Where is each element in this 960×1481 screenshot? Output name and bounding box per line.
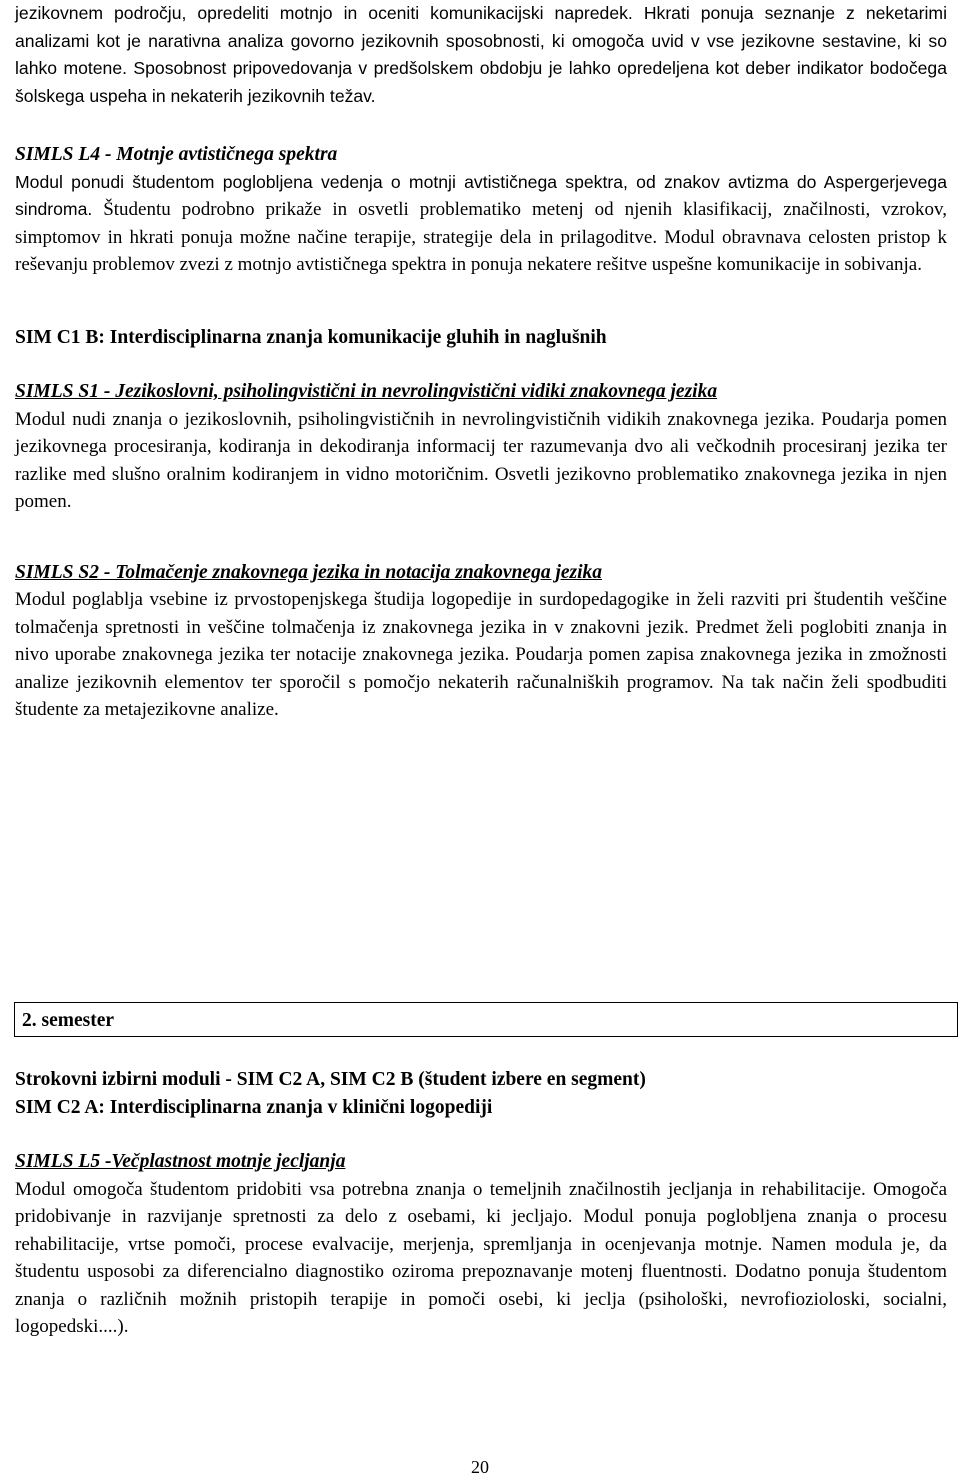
intro-rest: Hkrati ponuja seznanje z neketarimi analizami kot je narativna analiza govorno jezikovnih sposobnosti, ki omogoča uvid v vse jezikovne sestavine, ki so lahko motene. Sposobnost pripovedovanja v predšolskem obdobju je lahko opredeljena kot deber indikator bodočega šolskega uspeha in nekaterih jezikovnih težav.: [15, 3, 947, 106]
semester-box: [14, 1002, 958, 1037]
s1-heading: SIMLS S1 - Jezikoslovni, psiholingvistični in nevrolingvistični vidiki znakovnega jezika: [15, 381, 718, 402]
semester-label: 2. semester: [22, 1010, 115, 1031]
electives-heading: Strokovni izbirni moduli - SIM C2 A, SIM C2 B (študent izbere en segment): [15, 1069, 646, 1090]
s2-paragraph: Modul poglablja vsebine iz prvostopenjskega študija logopedije in surdopedagogike in želi razviti pri študentih veščine tolmačenja spretnosti in veščine tolmačenja iz znakovnega jezika in v znakovni jezik. Predmet želi poglobiti znanja in nivo uporabe znakovnega jezika ter notacije znakovnega jezika. Poudarja pomen zapisa znakovnega jezika in zmožnosti analize jezikovnih elementov ter sporočil s pomočjo nekaterih računalniških programov. Na tak način želi spodbuditi študente za metajezikovne analize.: [15, 589, 947, 720]
l4-heading: SIMLS L4 - Motnje avtističnega spektra: [15, 144, 338, 165]
l4-text2: Študentu podrobno prikaže in osvetli problematiko metenj od njenih klasifikacij, značilnosti, vzrokov, simptomov in hkrati ponuja možne načine terapije, strategije dela in prilagoditve. Modul obravnava celosten pristop k reševanju problemov zvezi z motnjo avtističnega spektra in ponuja nekatere rešitve uspešne komunikacije in sobivanja.: [15, 199, 947, 275]
c2a-heading: SIM C2 A: Interdisciplinarna znanja v klinični logopediji: [15, 1096, 493, 1118]
document-page: [15, 0, 947, 724]
l4-paragraph: [15, 169, 947, 279]
c1b-heading: SIM C1 B: Interdisciplinarna znanja komunikacije gluhih in naglušnih: [15, 326, 607, 348]
l5-heading: SIMLS L5 -Večplastnost motnje jecljanja: [15, 1151, 346, 1172]
page-number: 20: [471, 1457, 489, 1477]
s1-paragraph: Modul nudi znanja o jezikoslovnih, psiholingvističnih in nevrolingvističnih vidikih znakovnega jezika. Poudarja pomen jezikovnega procesiranja, kodiranja in dekodiranja informacij ter razumevanja dvo ali večkodnih procesiranj jezika ter razlike med slušno oralnim kodiranjem in vidno motoričnim. Osvetli jezikovno problematiko znakovnega jezika in njen pomen.: [15, 408, 947, 512]
l5-paragraph: Modul omogoča študentom pridobiti vsa potrebna znanja o temeljnih značilnostih jecljanja in rehabilitacije. Omogoča pridobivanje in razvijanje spretnosti za delo z osebami, ki jecljajo. Modul ponuja poglobljena znanja o procesu rehabilitacije, vrtse pomoči, procese evalvacije, merjenja, spremljanja in ocenjevanja motnje. Namen modula je, da študentu usposobi za diferencialno diagnostiko oziroma prepoznavanje motenj fluentnosti. Dodatno ponuja študentom znanja o različnih možnih pristopih terapije in pomoči osebi, ki jeclja (psihološki, nevrofiozioloski, socialni, logopedski....).: [15, 1178, 947, 1337]
second-semester-content: [15, 1066, 947, 1341]
l4-text: Modul ponudi študentom poglobljena vedenja o motnji avtističnega spektra, od znakov avtizma do Aspergerjevega sindroma.: [15, 171, 947, 219]
intro-paragraph: [15, 0, 947, 110]
intro-line1: jezikovnem področju, opredeliti motnjo in oceniti komunikacijski napredek.: [15, 3, 633, 23]
s2-heading: SIMLS S2 - Tolmačenje znakovnega jezika in notacija znakovnega jezika: [15, 561, 603, 583]
